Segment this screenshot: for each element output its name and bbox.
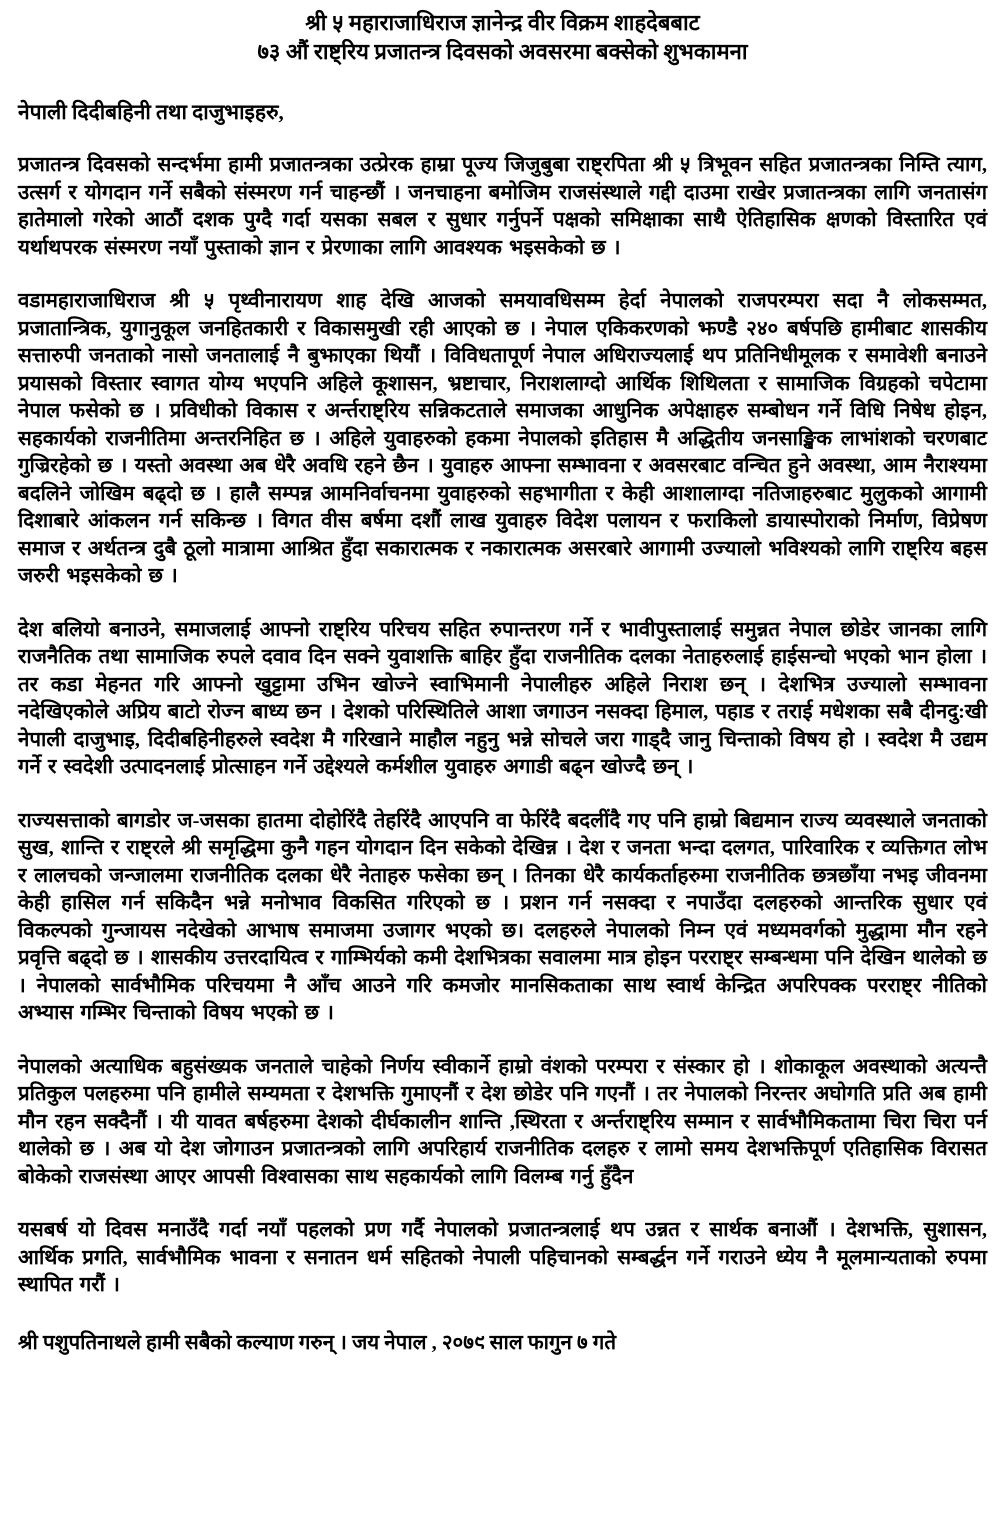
paragraph-youth-migration-concern: देश बलियो बनाउने, समाजलाई आफ्नो राष्ट्रिय परिचय सहित रुपान्तरण गर्ने र भावीपुस्तालाई समुन्नत नेपाल छोडेर जानका लागि राजनैतिक तथा सामाजिक रुपले दवाव दिन सक्ने युवाशक्ति बाहिर हुँदा राजनीतिक दलका नेताहरुलाई हाईसन्चो भएको भान होला । तर कडा मेहनत गरि आफ्नो खुट्टामा उभिन खोज्ने स्वाभिमानी नेपालीहरु अहिले निराश छन् । देशभित्र उज्यालो सम्भावना नदेखिएकोले अप्रिय बाटो रोज्न बाध्य छन । देशको परिस्थितिले आशा जगाउन नसक्दा हिमाल, पहाड र तराई मधेशका सबै दीनदु:खी नेपाली दाजुभाइ, दिदीबहिनीहरुले स्वदेश मै गरिखाने माहौल नहुनु भन्ने सोचले जरा गाड्दै जानु चिन्ताको विषय हो । स्वदेश मै उद्यम गर्ने र स्वदेशी उत्पादनलाई प्रोत्साहन गर्ने उद्देश्यले कर्मशील युवाहरु अगाडी बढ्न खोज्दै छन् । bbox=[18, 618, 987, 778]
closing-blessing-and-date: श्री पशुपतिनाथले हामी सबैको कल्याण गरुन् । जय नेपाल , २०७९ साल फागुन ७ गते bbox=[18, 1331, 617, 1354]
paragraph-dynasty-tradition-and-cooperation: नेपालको अत्याधिक बहुसंख्यक जनताले चाहेको निर्णय स्वीकार्ने हाम्रो वंशको परम्परा र संस्कार हो । शोकाकूल अवस्थाको अत्यन्तै प्रतिकुल पलहरुमा पनि हामीले सम्यमता र देशभक्ति गुमाएनौं र देश छोडेर पनि गएनौं । तर नेपालको निरन्तर अघोगति प्रति अब हामी मौन रहन सक्दैनौं । यी यावत बर्षहरुमा देशको दीर्घकालीन शान्ति ,स्थिरता र अर्न्तराष्ट्रिय सम्मान र सार्वभौमिकतामा चिरा चिरा पर्न थालेको छ । अब यो देश जोगाउन प्रजातन्त्रको लागि अपरिहार्य राजनीतिक दलहरु र लामो समय देशभक्तिपूर्ण एतिहासिक विरासत बोकेको राजसंस्था आएर आपसी विश्वासका साथ सहकार्यको लागि विलम्ब गर्नु हुँदैन bbox=[18, 1055, 987, 1188]
paragraph-royal-tradition-and-youth: वडामहाराजाधिराज श्री ५ पृथ्वीनारायण शाह देखि आजको समयावधिसम्म हेर्दा नेपालको राजपरम्परा सदा नै लोकसम्मत, प्रजातान्त्रिक, युगानुकूल जनहितकारी र विकासमुखी रही आएको छ । नेपाल एकिकरणको झण्डै २४० बर्षपछि हामीबाट शासकीय सत्तारुपी जनताको नासो जनतालाई नै बुझाएका थियौं । विविधतापूर्ण नेपाल अधिराज्यलाई थप प्रतिनिधीमूलक र समावेशी बनाउने प्रयासको विस्तार स्वागत योग्य भएपनि अहिले कूशासन, भ्रष्टाचार, निराशलाग्दो आर्थिक शिथिलता र सामाजिक विग्रहको चपेटामा नेपाल फसेको छ । प्रविधीको विकास र अर्न्तराष्ट्रिय सन्निकटताले समाजका आधुनिक अपेक्षाहरु सम्बोधन गर्ने विधि निषेध होइन, सहकार्यको राजनीतिमा अन्तरनिहित छ । अहिले युवाहरुको हकमा नेपालको इतिहास मै अद्धितीय जनसाङ्खिक लाभांशको चरणबाट गुज्रिरहेको छ । यस्तो अवस्था अब धेरै अवधि रहने छैन । युवाहरु आफ्ना सम्भावना र अवसरबाट वन्चित हुने अवस्था, आम नैराश्यमा बदलिने जोखिम बढ्दो छ । हालै सम्पन्न आमनिर्वाचनमा युवाहरुको सहभागीता र केही आशालाग्दा नतिजाहरुबाट मुलुकको आगामी दिशाबारे आंकलन गर्न सकिन्छ । विगत वीस बर्षमा दशौं लाख युवाहरु विदेश पलायन र फराकिलो डायास्पोराको निर्माण, विप्रेषण समाज र अर्थतन्त्र दुबै ठूलो मात्रामा आश्रित हुँदा सकारात्मक र नकारात्मक असरबारे आगामी उज्यालो भविश्यको लागि राष्ट्रिय बहस जरुरी भइसकेको छ । bbox=[18, 290, 987, 587]
document-title-line-2: ७३ औं राष्ट्रिय प्रजातन्त्र दिवसको अवसरमा बक्सेको शुभकामना bbox=[257, 39, 748, 64]
paragraph-new-resolve: यसबर्ष यो दिवस मनाउँदै गर्दा नयाँ पहलको प्रण गर्दै नेपालको प्रजातन्त्रलाई थप उन्नत र सार्थक बनाऔं । देशभक्ति, सुशासन, आर्थिक प्रगति, सार्वभौमिक भावना र सनातन धर्म सहितको नेपाली पहिचानको सम्बर्द्धन गर्ने गराउने ध्येय नै मूलमान्यताको रुपमा स्थापित गरौं । bbox=[18, 1219, 987, 1296]
paragraph-state-system-critique: राज्यसत्ताको बागडोर ज-जसका हातमा दोहोरिंदै तेहरिंदै आएपनि वा फेरिंदै बदलींदै गए पनि हाम्रो बिद्यमान राज्य व्यवस्थाले जनताको सुख, शान्ति र राष्ट्रले श्री समृद्धिमा कुनै गहन योगदान दिन सकेको देखिन्न । देश र जनता भन्दा दलगत, पारिवारिक र व्यक्तिगत लोभ र लालचको जन्जालमा राजनीतिक दलका धेरै नेताहरु फसेका छन् । तिनका धेरै कार्यकर्ताहरुमा राजनीतिक छत्रछाँया नभइ जीवनमा केही हासिल गर्न सकिदैन भन्ने मनोभाव विकसित गरिएको छ । प्रशन गर्न नसक्दा र नपाउँदा दलहरुको आन्तरिक सुधार एवं विकल्पको गुन्जायस नदेखेको आभाष समाजमा उजागर भएको छ। दलहरुले नेपालको निम्न एवं मध्यमवर्गको मुद्धामा मौन रहने प्रवृत्ति बढ्दो छ । शासकीय उत्तरदायित्व र गाम्भिर्यको कमी देशभित्रका सवालमा मात्र होइन परराष्ट्र सम्बन्धमा पनि देखिन थालेको छ । नेपालको सार्वभौमिक परिचयमा नै आँच आउने गरि कमजोर मानसिकताका साथ स्वार्थ केन्द्रित अपरिपक्क परराष्ट्र नीतिको अभ्यास गम्भिर चिन्ताको विषय भएको छ । bbox=[18, 809, 987, 1024]
paragraph-democracy-day-remembrance: प्रजातन्त्र दिवसको सन्दर्भमा हामी प्रजातन्त्रका उत्प्रेरक हाम्रा पूज्य जिजुबुबा राष्ट्रपिता श्री ५ त्रिभूवन सहित प्रजातन्त्रका निम्ति त्याग, उत्सर्ग र योगदान गर्ने सबैको संस्मरण गर्न चाहन्छौं । जनचाहना बमोजिम राजसंस्थाले गद्दी दाउमा राखेर प्रजातन्त्रका लागि जनतासंग हातेमालो गरेको आठौं दशक पुग्दै गर्दा यसका सबल र सुधार गर्नुपर्ने पक्षको समिक्षाका साथै ऐतिहासिक क्षणको विस्तारित एवं यर्थाथपरक संस्मरण नयाँ पुस्ताको ज्ञान र प्रेरणाका लागि आवश्यक भइसकेको छ । bbox=[18, 154, 987, 259]
document-title-line-1: श्री ५ महाराजाधिराज ज्ञानेन्द्र वीर विक्रम शाहदेबबाट bbox=[305, 10, 700, 35]
salutation: नेपाली दिदीबहिनी तथा दाजुभाइहरु, bbox=[18, 100, 284, 124]
